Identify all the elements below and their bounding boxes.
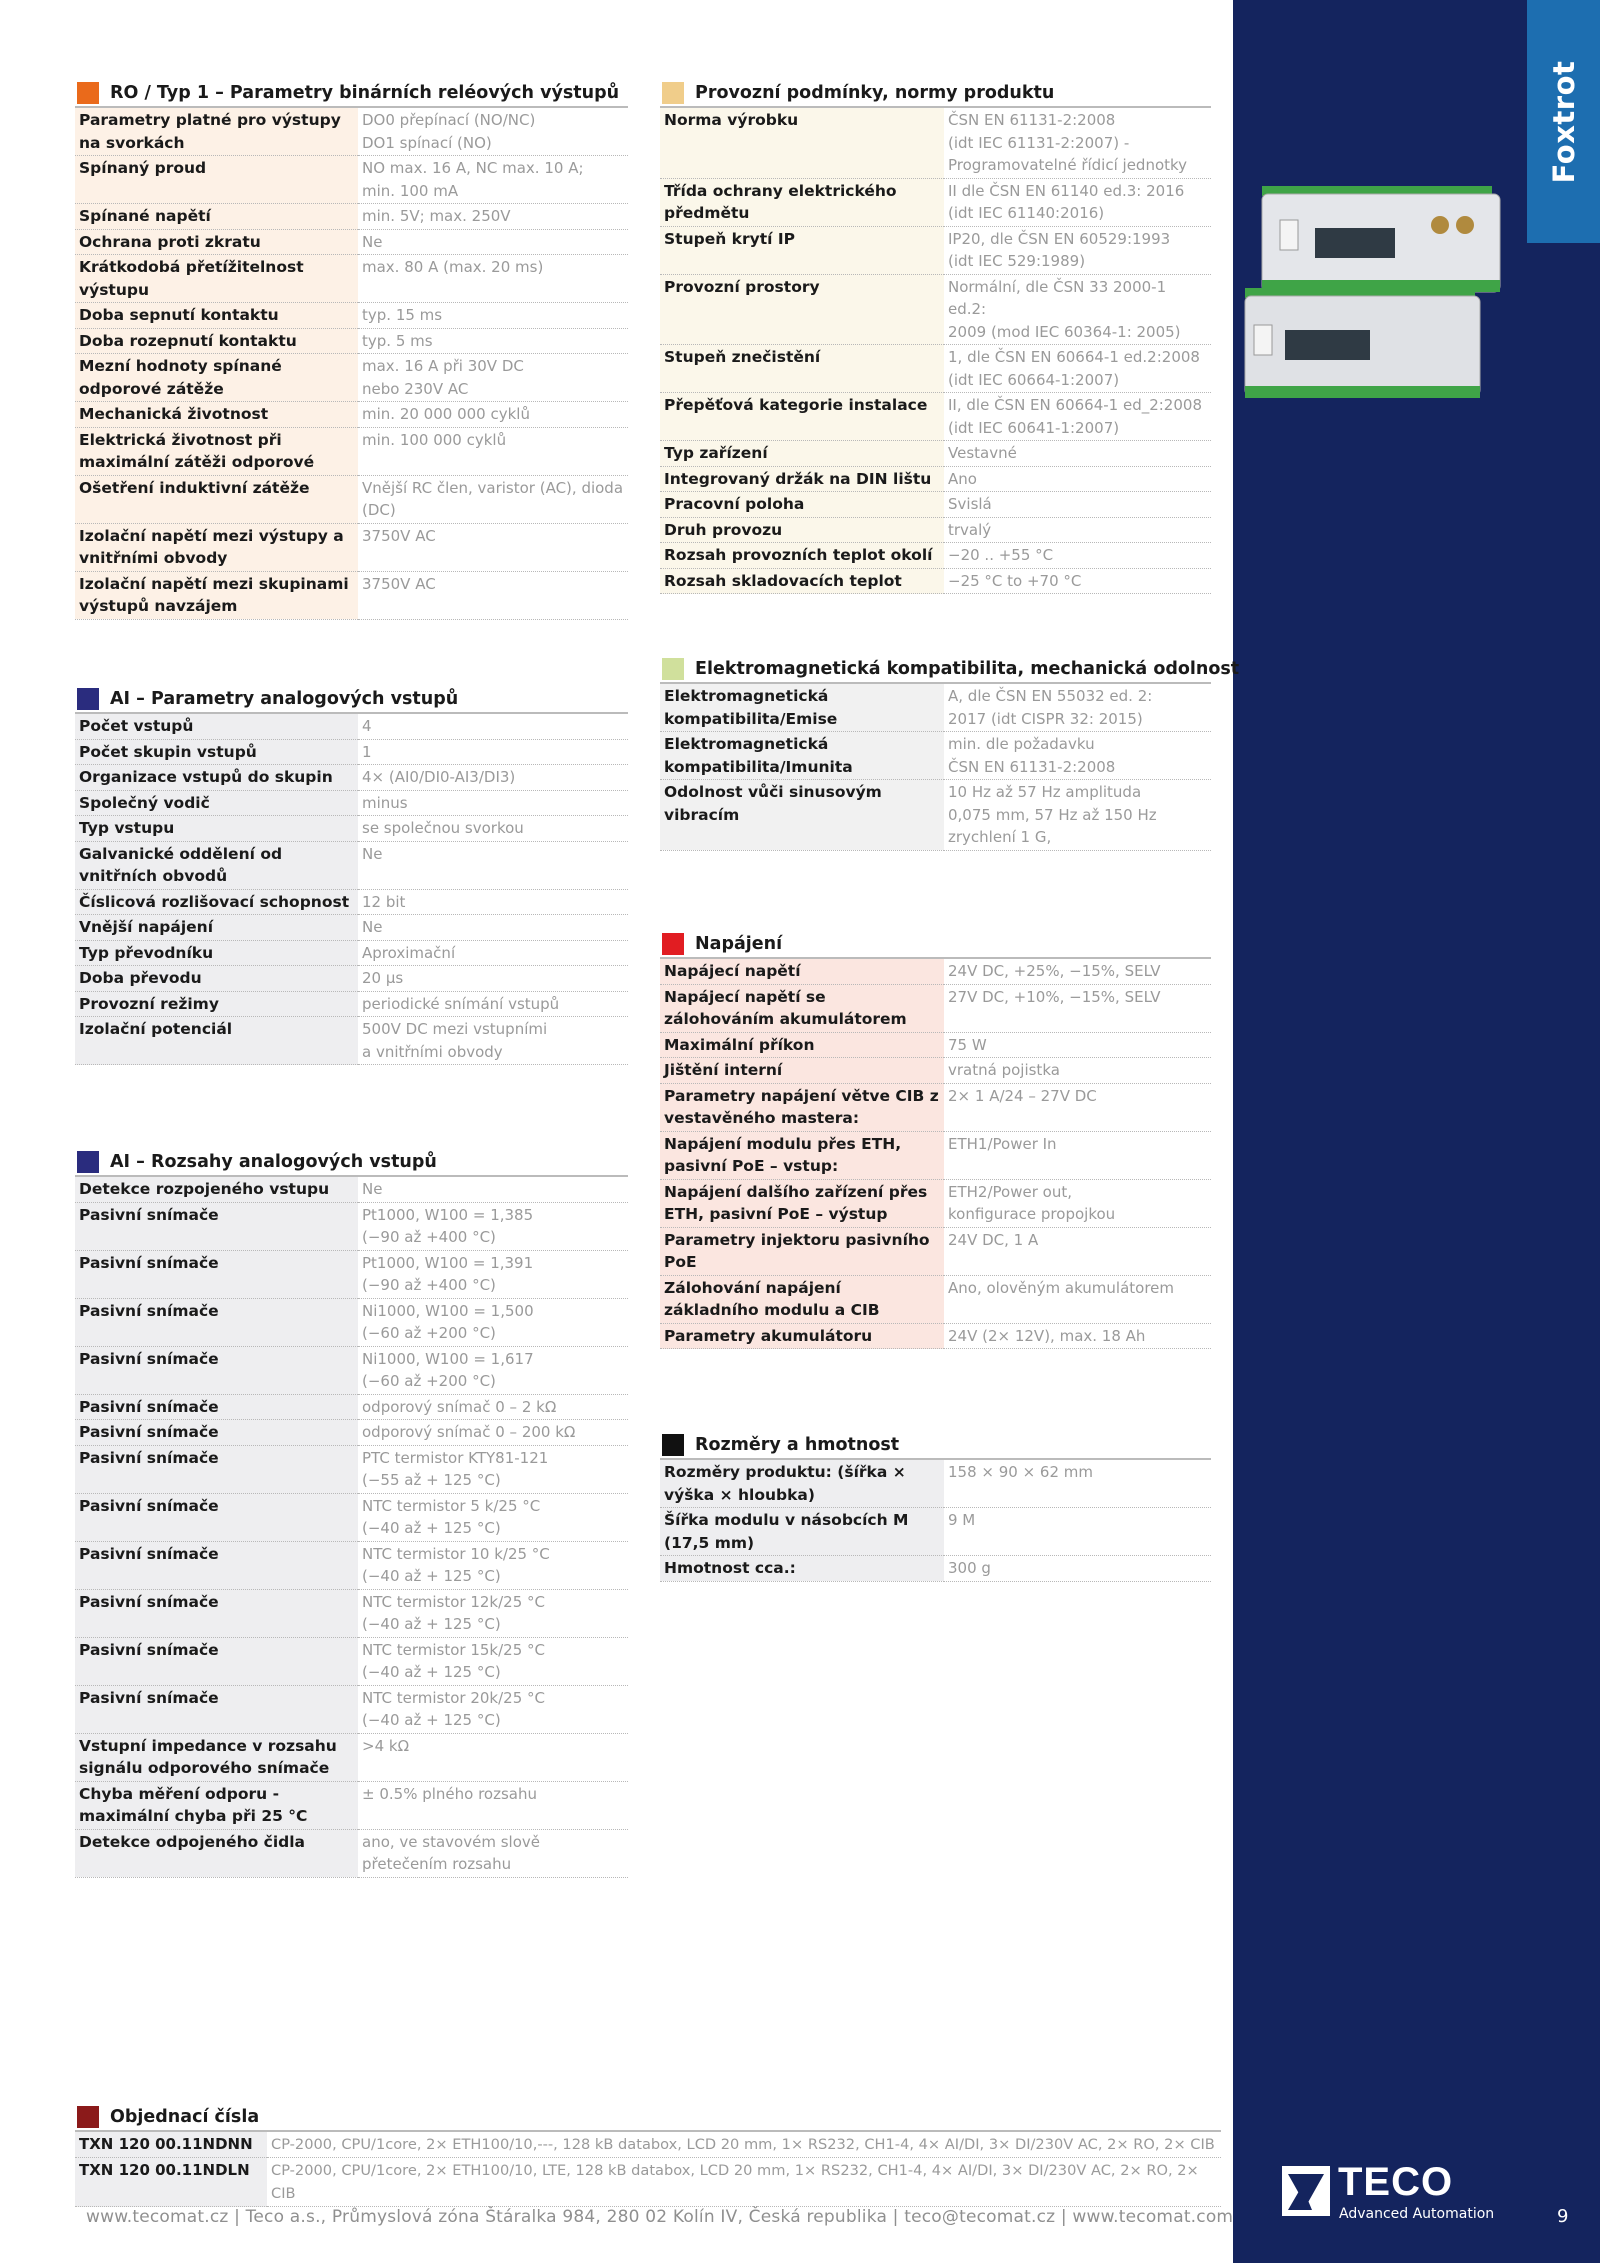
ro-row xyxy=(75,156,628,204)
power-row xyxy=(660,1179,1211,1227)
op-row-value: ČSN EN 61131-2:2008 (idt IEC 61131-2:2007) - Programovatelné řídicí jednotky xyxy=(944,108,1211,178)
emc-header xyxy=(660,656,1240,684)
order-section xyxy=(75,2104,1221,2207)
op-row xyxy=(660,274,1211,345)
ai-row xyxy=(75,966,628,992)
ro-row-label: Parametry platné pro výstupy na svorkách xyxy=(75,108,358,156)
ai-row xyxy=(75,739,628,765)
ai2-row-value: NTC termistor 12k/25 °C (−40 až + 125 °C) xyxy=(358,1589,628,1637)
ai-row-label: Galvanické oddělení od vnitřních obvodů xyxy=(75,841,358,889)
order-row-label: TXN 120 00.11NDNN xyxy=(75,2132,267,2158)
emc-row-value: min. dle požadavku ČSN EN 61131-2:2008 xyxy=(944,732,1211,780)
op-row-label: Stupeň krytí IP xyxy=(660,226,944,274)
ro-row-label: Ochrana proti zkratu xyxy=(75,229,358,255)
op-row-value: IP20, dle ČSN EN 60529:1993 (idt IEC 529:1989) xyxy=(944,226,1211,274)
ro-row-label: Spínané napětí xyxy=(75,204,358,230)
op-row-label: Přepěťová kategorie instalace xyxy=(660,393,944,441)
ai2-row xyxy=(75,1298,628,1346)
op-row-label: Provozní prostory xyxy=(660,274,944,345)
ai-header xyxy=(75,686,628,714)
op-row-value: −20 .. +55 °C xyxy=(944,543,1211,569)
ai-row-label: Počet skupin vstupů xyxy=(75,739,358,765)
op-row xyxy=(660,466,1211,492)
ro-row-label: Krátkodobá přetížitelnost výstupu xyxy=(75,255,358,303)
ro-row xyxy=(75,328,628,354)
ai2-square-icon xyxy=(77,1151,99,1173)
op-row-value: −25 °C to +70 °C xyxy=(944,568,1211,594)
op-row xyxy=(660,226,1211,274)
ai2-row-label: Pasivní snímače xyxy=(75,1298,358,1346)
ai2-row-label: Pasivní snímače xyxy=(75,1685,358,1733)
op-row-value: Vestavné xyxy=(944,441,1211,467)
power-row xyxy=(660,1131,1211,1179)
dims-row-label: Rozměry produktu: (šířka × výška × hloubka) xyxy=(660,1460,944,1508)
product-photo xyxy=(1240,180,1520,420)
order-row xyxy=(75,2132,1221,2158)
power-row-value: ETH2/Power out, konfigurace propojkou xyxy=(944,1179,1211,1227)
ai-row-value: 1 xyxy=(358,739,628,765)
category-tab-label: Foxtrot xyxy=(1546,60,1581,183)
ai-row xyxy=(75,765,628,791)
ai2-header xyxy=(75,1149,628,1177)
ro-row-label: Doba rozepnutí kontaktu xyxy=(75,328,358,354)
emc-row xyxy=(660,684,1211,732)
power-table xyxy=(660,959,1211,1349)
op-row-label: Stupeň znečistění xyxy=(660,345,944,393)
power-row xyxy=(660,984,1211,1032)
emc-row-label: Elektromagnetická kompatibilita/Emise xyxy=(660,684,944,732)
power-row-value: 24V DC, 1 A xyxy=(944,1227,1211,1275)
op-row-label: Rozsah provozních teplot okolí xyxy=(660,543,944,569)
ro-row-value: DO0 přepínací (NO/NC) DO1 spínací (NO) xyxy=(358,108,628,156)
ai2-row xyxy=(75,1202,628,1250)
ro-row xyxy=(75,108,628,156)
ai2-row-value: NTC termistor 5 k/25 °C (−40 až + 125 °C) xyxy=(358,1493,628,1541)
emc-title: Elektromagnetická kompatibilita, mechanická odolnost xyxy=(695,659,1240,679)
power-row-label: Napájení modulu přes ETH, pasivní PoE – vstup: xyxy=(660,1131,944,1179)
power-row xyxy=(660,1032,1211,1058)
op-row-value: 1, dle ČSN EN 60664-1 ed.2:2008 (idt IEC 60664-1:2007) xyxy=(944,345,1211,393)
ai2-row-label: Pasivní snímače xyxy=(75,1541,358,1589)
ai-row-label: Provozní režimy xyxy=(75,991,358,1017)
power-row xyxy=(660,1275,1211,1323)
ro-row-value: NO max. 16 A, NC max. 10 A; min. 100 mA xyxy=(358,156,628,204)
logo-tagline: Advanced Automation xyxy=(1339,2206,1495,2222)
op-row-value: Ano xyxy=(944,466,1211,492)
ai2-row-label: Vstupní impedance v rozsahu signálu odporového snímače xyxy=(75,1733,358,1781)
ai-row xyxy=(75,841,628,889)
ai2-row xyxy=(75,1394,628,1420)
power-section xyxy=(660,931,1211,1349)
ai-row-label: Vnější napájení xyxy=(75,915,358,941)
op-row-label: Druh provozu xyxy=(660,517,944,543)
ai-row-value: Aproximační xyxy=(358,940,628,966)
ai2-row xyxy=(75,1346,628,1394)
emc-row-label: Odolnost vůči sinusovým vibracím xyxy=(660,780,944,851)
dims-row xyxy=(660,1460,1211,1508)
ai2-row xyxy=(75,1829,628,1877)
dims-row-value: 300 g xyxy=(944,1556,1211,1582)
power-row-value: vratná pojistka xyxy=(944,1058,1211,1084)
power-row xyxy=(660,1058,1211,1084)
op-title: Provozní podmínky, normy produktu xyxy=(695,83,1055,103)
dims-title: Rozměry a hmotnost xyxy=(695,1435,900,1455)
ro-row-value: Ne xyxy=(358,229,628,255)
ai2-row-value: Ne xyxy=(358,1177,628,1202)
order-square-icon xyxy=(77,2106,99,2128)
ai2-row-value: NTC termistor 15k/25 °C (−40 až + 125 °C) xyxy=(358,1637,628,1685)
ro-row xyxy=(75,229,628,255)
power-header xyxy=(660,931,1211,959)
ai-row xyxy=(75,714,628,739)
power-row-label: Napájení dalšího zařízení přes ETH, pasivní PoE – výstup xyxy=(660,1179,944,1227)
order-row-label: TXN 120 00.11NDLN xyxy=(75,2158,267,2207)
emc-row-value: A, dle ČSN EN 55032 ed. 2: 2017 (idt CISPR 32: 2015) xyxy=(944,684,1211,732)
ai-row xyxy=(75,991,628,1017)
ai-row-value: Ne xyxy=(358,915,628,941)
order-row-value: CP-2000, CPU/1core, 2× ETH100/10,---, 128 kB databox, LCD 20 mm, 1× RS232, CH1-4, 4× AI/DI, 3× DI/230V AC, 2× RO, 2× CIB xyxy=(267,2132,1221,2158)
ai-row-label: Počet vstupů xyxy=(75,714,358,739)
ro-row-label: Doba sepnutí kontaktu xyxy=(75,303,358,329)
ro-row xyxy=(75,523,628,571)
power-row-label: Napájecí napětí xyxy=(660,959,944,984)
op-table xyxy=(660,108,1211,594)
ai2-title: AI – Rozsahy analogových vstupů xyxy=(110,1152,437,1172)
ai2-row xyxy=(75,1250,628,1298)
ai2-row-value: odporový snímač 0 – 2 kΩ xyxy=(358,1394,628,1420)
ai2-row xyxy=(75,1589,628,1637)
op-row-value: Normální, dle ČSN 33 2000-1 ed.2: 2009 (mod IEC 60364-1: 2005) xyxy=(944,274,1211,345)
ai-row xyxy=(75,816,628,842)
op-row xyxy=(660,492,1211,518)
ro-row xyxy=(75,204,628,230)
ai-row-value: Ne xyxy=(358,841,628,889)
ai2-row xyxy=(75,1541,628,1589)
ai2-row xyxy=(75,1733,628,1781)
ro-square-icon xyxy=(77,82,99,104)
op-square-icon xyxy=(662,82,684,104)
teco-logo xyxy=(1282,2160,1522,2226)
ai-row xyxy=(75,915,628,941)
ai2-row-value: >4 kΩ xyxy=(358,1733,628,1781)
dims-row xyxy=(660,1508,1211,1556)
power-title: Napájení xyxy=(695,934,783,954)
ai2-row xyxy=(75,1685,628,1733)
order-row-value: CP-2000, CPU/1core, 2× ETH100/10, LTE, 128 kB databox, LCD 20 mm, 1× RS232, CH1-4, 4× AI/DI, 3× DI/230V AC, 2× RO, 2× CIB xyxy=(267,2158,1221,2207)
ro-row-value: max. 80 A (max. 20 ms) xyxy=(358,255,628,303)
order-header xyxy=(75,2104,1221,2132)
ai-section xyxy=(75,686,628,1065)
ai2-row-value: NTC termistor 20k/25 °C (−40 až + 125 °C) xyxy=(358,1685,628,1733)
ai2-row-label: Pasivní snímače xyxy=(75,1250,358,1298)
ai2-row-label: Detekce odpojeného čidla xyxy=(75,1829,358,1877)
emc-table xyxy=(660,684,1211,851)
dims-square-icon xyxy=(662,1434,684,1456)
ai-row xyxy=(75,889,628,915)
op-row-label: Integrovaný držák na DIN lištu xyxy=(660,466,944,492)
ai2-row-value: NTC termistor 10 k/25 °C (−40 až + 125 °C) xyxy=(358,1541,628,1589)
ai2-row-value: Ni1000, W100 = 1,617 (−60 až +200 °C) xyxy=(358,1346,628,1394)
ai2-row-value: ± 0.5% plného rozsahu xyxy=(358,1781,628,1829)
ro-row-value: max. 16 A při 30V DC nebo 230V AC xyxy=(358,354,628,402)
ro-row xyxy=(75,475,628,523)
ro-row-label: Izolační napětí mezi výstupy a vnitřními obvody xyxy=(75,523,358,571)
op-row xyxy=(660,568,1211,594)
op-row-label: Rozsah skladovacích teplot xyxy=(660,568,944,594)
ai2-row-label: Chyba měření odporu - maximální chyba při 25 °C xyxy=(75,1781,358,1829)
ro-row xyxy=(75,255,628,303)
ro-section xyxy=(75,80,628,620)
ai2-row-value: Ni1000, W100 = 1,500 (−60 až +200 °C) xyxy=(358,1298,628,1346)
op-row xyxy=(660,393,1211,441)
order-table xyxy=(75,2132,1221,2207)
ai2-row xyxy=(75,1420,628,1446)
ai2-row-value: PTC termistor KTY81-121 (−55 až + 125 °C) xyxy=(358,1445,628,1493)
ai-row-value: se společnou svorkou xyxy=(358,816,628,842)
ai2-row-label: Pasivní snímače xyxy=(75,1202,358,1250)
dims-row-value: 9 M xyxy=(944,1508,1211,1556)
ro-row xyxy=(75,427,628,475)
ai2-table xyxy=(75,1177,628,1878)
power-row-label: Parametry injektoru pasivního PoE xyxy=(660,1227,944,1275)
power-row xyxy=(660,1083,1211,1131)
ai-row-value: periodické snímání vstupů xyxy=(358,991,628,1017)
ai-row-label: Typ převodníku xyxy=(75,940,358,966)
dims-header xyxy=(660,1432,1211,1460)
ro-table xyxy=(75,108,628,620)
ro-row-value: 3750V AC xyxy=(358,571,628,619)
op-row xyxy=(660,543,1211,569)
ai-row xyxy=(75,940,628,966)
ai-row-value: minus xyxy=(358,790,628,816)
power-square-icon xyxy=(662,933,684,955)
power-row-value: 24V DC, +25%, −15%, SELV xyxy=(944,959,1211,984)
power-row-label: Napájecí napětí se zálohováním akumulátorem xyxy=(660,984,944,1032)
power-row-label: Maximální příkon xyxy=(660,1032,944,1058)
ai-row-value: 500V DC mezi vstupními a vnitřními obvody xyxy=(358,1017,628,1065)
ai2-row-value: Pt1000, W100 = 1,385 (−90 až +400 °C) xyxy=(358,1202,628,1250)
power-row-value: Ano, olověným akumulátorem xyxy=(944,1275,1211,1323)
power-row xyxy=(660,1323,1211,1349)
ro-row-label: Izolační napětí mezi skupinami výstupů navzájem xyxy=(75,571,358,619)
ro-row-value: typ. 15 ms xyxy=(358,303,628,329)
op-row-label: Pracovní poloha xyxy=(660,492,944,518)
ai-row-label: Organizace vstupů do skupin xyxy=(75,765,358,791)
dims-section xyxy=(660,1432,1211,1582)
power-row-value: ETH1/Power In xyxy=(944,1131,1211,1179)
op-row xyxy=(660,178,1211,226)
op-row-label: Norma výrobku xyxy=(660,108,944,178)
ro-row-value: 3750V AC xyxy=(358,523,628,571)
ro-row xyxy=(75,402,628,428)
op-row xyxy=(660,441,1211,467)
emc-row-label: Elektromagnetická kompatibilita/Imunita xyxy=(660,732,944,780)
logo-name: TECO xyxy=(1338,2160,1454,2204)
ai-row-value: 12 bit xyxy=(358,889,628,915)
ai2-row-label: Pasivní snímače xyxy=(75,1346,358,1394)
ro-row-value: min. 20 000 000 cyklů xyxy=(358,402,628,428)
ai2-section xyxy=(75,1149,628,1878)
emc-row-value: 10 Hz až 57 Hz amplituda 0,075 mm, 57 Hz až 150 Hz zrychlení 1 G, xyxy=(944,780,1211,851)
ai2-row xyxy=(75,1781,628,1829)
ai2-row-label: Pasivní snímače xyxy=(75,1493,358,1541)
ro-row-label: Elektrická životnost při maximální zátěži odporové xyxy=(75,427,358,475)
emc-row xyxy=(660,732,1211,780)
dims-table xyxy=(660,1460,1211,1582)
op-row-label: Typ zařízení xyxy=(660,441,944,467)
emc-row xyxy=(660,780,1211,851)
power-row xyxy=(660,959,1211,984)
op-row-value: trvalý xyxy=(944,517,1211,543)
category-tab xyxy=(1527,0,1600,243)
ai-table xyxy=(75,714,628,1065)
dims-row-value: 158 × 90 × 62 mm xyxy=(944,1460,1211,1508)
op-row xyxy=(660,345,1211,393)
ai2-row-value: Pt1000, W100 = 1,391 (−90 až +400 °C) xyxy=(358,1250,628,1298)
power-row-value: 2× 1 A/24 – 27V DC xyxy=(944,1083,1211,1131)
op-section xyxy=(660,80,1211,594)
ro-header xyxy=(75,80,628,108)
ai2-row xyxy=(75,1493,628,1541)
ai2-row-value: odporový snímač 0 – 200 kΩ xyxy=(358,1420,628,1446)
op-row xyxy=(660,517,1211,543)
ro-row-label: Ošetření induktivní zátěže xyxy=(75,475,358,523)
order-row xyxy=(75,2158,1221,2207)
ro-row-label: Spínaný proud xyxy=(75,156,358,204)
ai2-row-value: ano, ve stavovém slově přetečením rozsahu xyxy=(358,1829,628,1877)
op-header xyxy=(660,80,1211,108)
ai-row-value: 4 xyxy=(358,714,628,739)
ai2-row xyxy=(75,1177,628,1202)
ro-row xyxy=(75,571,628,619)
ro-row-value: min. 5V; max. 250V xyxy=(358,204,628,230)
dims-row-label: Hmotnost cca.: xyxy=(660,1556,944,1582)
ai2-row-label: Pasivní snímače xyxy=(75,1637,358,1685)
power-row-value: 24V (2× 12V), max. 18 Ah xyxy=(944,1323,1211,1349)
emc-square-icon xyxy=(662,658,684,680)
power-row-value: 27V DC, +10%, −15%, SELV xyxy=(944,984,1211,1032)
ai-row-value: 20 µs xyxy=(358,966,628,992)
order-title: Objednací čísla xyxy=(110,2107,260,2127)
ai-title: AI – Parametry analogových vstupů xyxy=(110,689,459,709)
ai-row-label: Společný vodič xyxy=(75,790,358,816)
power-row-label: Parametry akumulátoru xyxy=(660,1323,944,1349)
page-number: 9 xyxy=(1557,2206,1569,2227)
ai2-row-label: Pasivní snímače xyxy=(75,1445,358,1493)
ro-row-label: Mezní hodnoty spínané odporové zátěže xyxy=(75,354,358,402)
ai2-row xyxy=(75,1445,628,1493)
op-row-label: Třída ochrany elektrického předmětu xyxy=(660,178,944,226)
ai2-row-label: Detekce rozpojeného vstupu xyxy=(75,1177,358,1202)
ro-row-value: min. 100 000 cyklů xyxy=(358,427,628,475)
power-row-label: Parametry napájení větve CIB z vestavěného mastera: xyxy=(660,1083,944,1131)
power-row-value: 75 W xyxy=(944,1032,1211,1058)
dims-row-label: Šířka modulu v násobcích M (17,5 mm) xyxy=(660,1508,944,1556)
ai-row xyxy=(75,790,628,816)
ai2-row xyxy=(75,1637,628,1685)
power-row xyxy=(660,1227,1211,1275)
ai-row-label: Typ vstupu xyxy=(75,816,358,842)
ro-row-label: Mechanická životnost xyxy=(75,402,358,428)
dims-row xyxy=(660,1556,1211,1582)
teco-logo-mark-icon xyxy=(1282,2166,1330,2216)
power-row-label: Zálohování napájení základního modulu a CIB xyxy=(660,1275,944,1323)
footer-text: www.tecomat.cz | Teco a.s., Průmyslová zóna Štáralka 984, 280 02 Kolín IV, Česká republika | teco@tecomat.cz | www.tecomat.com xyxy=(86,2207,1234,2227)
ai-row-label: Izolační potenciál xyxy=(75,1017,358,1065)
op-row-value: II dle ČSN EN 61140 ed.3: 2016 (idt IEC 61140:2016) xyxy=(944,178,1211,226)
op-row-value: Svislá xyxy=(944,492,1211,518)
ai-row-label: Doba převodu xyxy=(75,966,358,992)
ro-title: RO / Typ 1 – Parametry binárních reléových výstupů xyxy=(110,83,620,103)
ai-square-icon xyxy=(77,688,99,710)
power-row-label: Jištění interní xyxy=(660,1058,944,1084)
ai2-row-label: Pasivní snímače xyxy=(75,1420,358,1446)
ai2-row-label: Pasivní snímače xyxy=(75,1589,358,1637)
ro-row-value: typ. 5 ms xyxy=(358,328,628,354)
ro-row-value: Vnější RC člen, varistor (AC), dioda (DC) xyxy=(358,475,628,523)
ro-row xyxy=(75,303,628,329)
ai-row xyxy=(75,1017,628,1065)
ai-row-label: Číslicová rozlišovací schopnost xyxy=(75,889,358,915)
ai2-row-label: Pasivní snímače xyxy=(75,1394,358,1420)
emc-section xyxy=(660,656,1240,851)
ro-row xyxy=(75,354,628,402)
op-row-value: II, dle ČSN EN 60664-1 ed_2:2008 (idt IEC 60641-1:2007) xyxy=(944,393,1211,441)
ai-row-value: 4× (AI0/DI0-AI3/DI3) xyxy=(358,765,628,791)
op-row xyxy=(660,108,1211,178)
